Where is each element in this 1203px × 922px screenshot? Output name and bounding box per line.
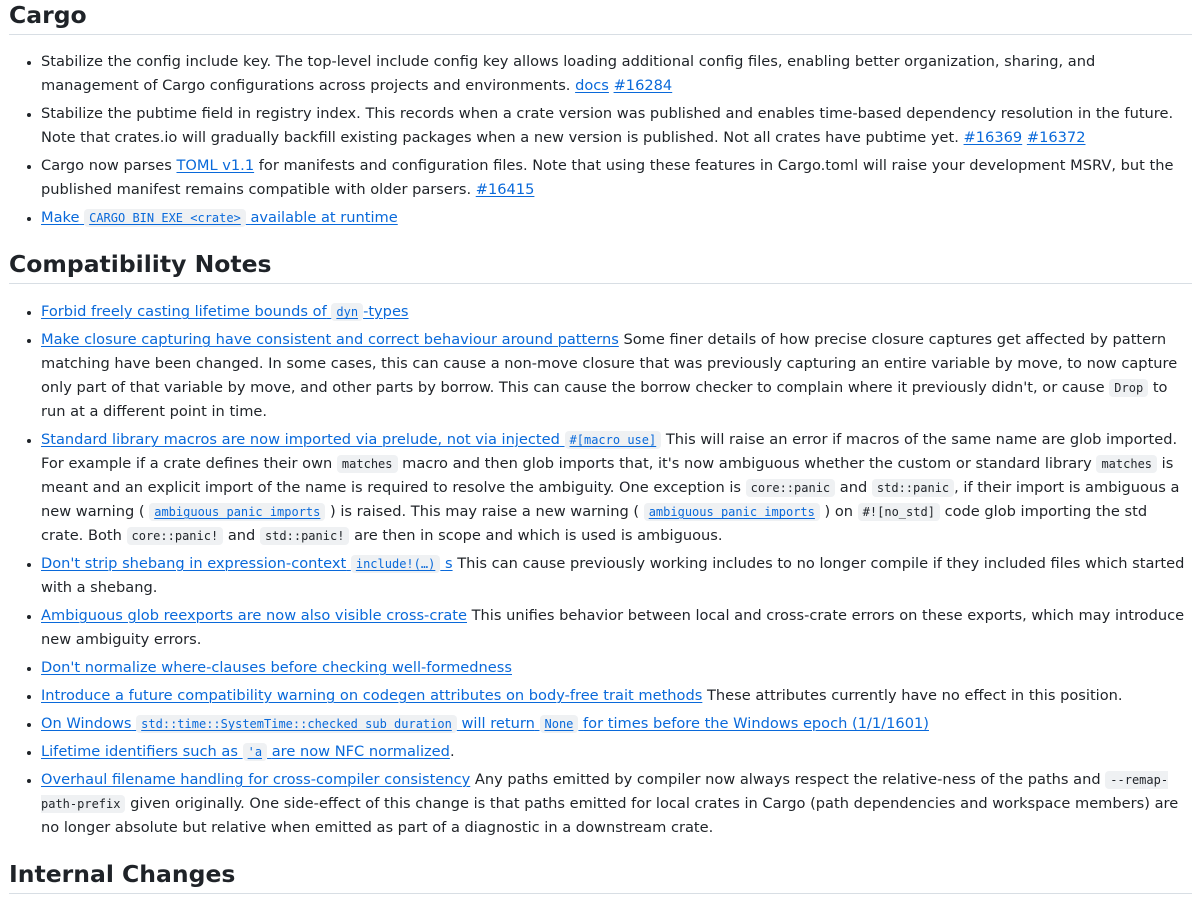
link-text: will return [461, 715, 535, 732]
item-text: and [227, 527, 256, 544]
ambiguous-panic-imports-link[interactable] [149, 503, 325, 520]
list-item [41, 300, 1192, 324]
link-text: are now NFC normalized [271, 743, 450, 760]
link-text: Make [41, 209, 80, 226]
inline-code: ambiguous_panic_imports [644, 503, 820, 521]
item-text: Any paths emitted by compiler now always respect the relative-ness of the paths and [474, 771, 1101, 788]
list-item [41, 154, 1192, 202]
release-notes [9, 0, 1192, 894]
pr-link[interactable]: #16415 [475, 181, 535, 198]
link-text: On Windows [41, 715, 132, 732]
item-text: ) on [824, 503, 854, 520]
item-text: macro and then glob imports that, it's now ambiguous whether the custom or standard library [402, 455, 1092, 472]
glob-reexports-link[interactable]: Ambiguous glob reexports are now also visible cross-crate [41, 607, 467, 624]
pr-link[interactable]: #16284 [613, 77, 673, 94]
item-text: are then in scope and which is used is ambiguous. [354, 527, 723, 544]
list-item [41, 740, 1192, 764]
inline-code: core::panic [746, 479, 835, 497]
inline-code: matches [337, 455, 398, 473]
closure-capturing-link[interactable]: Make closure capturing have consistent and correct behaviour around patterns [41, 331, 619, 348]
link-text: Lifetime identifiers such as [41, 743, 238, 760]
inline-code: core::panic! [127, 527, 224, 545]
inline-code: None [540, 715, 579, 733]
inline-code: ambiguous_panic_imports [149, 503, 325, 521]
inline-code: include!(…) [351, 555, 440, 573]
nfc-normalized-link[interactable] [41, 743, 450, 760]
cargo-list [9, 50, 1192, 230]
inline-code: #![no_std] [858, 503, 940, 521]
filename-handling-link[interactable]: Overhaul filename handling for cross-compiler consistency [41, 771, 471, 788]
link-text: available at runtime [250, 209, 398, 226]
list-item [41, 552, 1192, 600]
link-text: for times before the Windows epoch (1/1/1601) [583, 715, 929, 732]
inline-code: #[macro_use] [565, 431, 662, 449]
list-item [41, 712, 1192, 736]
link-text: Don't strip shebang in expression-context [41, 555, 347, 572]
list-item [41, 206, 1192, 230]
inline-code: --remap-path-prefix [41, 773, 1169, 811]
windows-systemtime-link[interactable] [41, 715, 929, 732]
prelude-macros-link[interactable] [41, 431, 661, 448]
where-clauses-link[interactable]: Don't normalize where-clauses before checking well-formedness [41, 659, 512, 676]
ambiguous-panic-imports-link[interactable] [644, 503, 820, 520]
section-heading-internal: Internal Changes [9, 859, 1192, 894]
list-item [41, 768, 1192, 840]
item-text: code glob importing the std crate. Both [41, 503, 1148, 544]
item-text: Some finer details of how precise closure captures get affected by pattern matching have been changed. In some cases, this can cause a non-move closure that was previously capturing an entire variable by move, to now capture only part of that variable by move, and other parts by borrow. This can cause the borrow checker to complain where it previously didn't, or cause [41, 331, 1178, 396]
list-item [41, 50, 1192, 98]
item-text: . [449, 743, 455, 760]
list-item [41, 604, 1192, 652]
item-text: for manifests and configuration files. Note that using these features in Cargo.toml will raise your development MSRV, but the published manifest remains compatible with older parsers. [41, 157, 1174, 198]
list-item [41, 684, 1192, 708]
inline-code: dyn [331, 303, 363, 321]
docs-link[interactable]: docs [575, 77, 609, 94]
link-text: s [444, 555, 453, 572]
link-text: -types [363, 303, 409, 320]
inline-code: std::panic! [260, 527, 349, 545]
item-text: Stabilize the config include key. The top-level include config key allows loading additional config files, enabling better organization, sharing, and management of Cargo configurations across projects and environments. [41, 53, 1096, 94]
inline-code: std::time::SystemTime::checked_sub_duration [136, 715, 457, 733]
pr-link[interactable]: #16369 [963, 129, 1023, 146]
link-text: Standard library macros are now imported via prelude, not via injected [41, 431, 560, 448]
item-text: , if their import is ambiguous a new warning ( [41, 479, 1180, 520]
link-text: Forbid freely casting lifetime bounds of [41, 303, 327, 320]
codegen-attributes-link[interactable]: Introduce a future compatibility warning on codegen attributes on body-free trait methods [41, 687, 703, 704]
item-text: and [839, 479, 868, 496]
shebang-link[interactable] [41, 555, 453, 572]
inline-code: matches [1096, 455, 1157, 473]
item-text: This can cause previously working includes to no longer compile if they included files which started with a shebang. [41, 555, 1185, 596]
list-item [41, 428, 1192, 548]
dyn-casting-link[interactable] [41, 303, 409, 320]
inline-code: CARGO_BIN_EXE_<crate> [84, 209, 246, 227]
section-heading-compatibility: Compatibility Notes [9, 249, 1192, 284]
inline-code: Drop [1109, 379, 1148, 397]
item-text: This will raise an error if macros of the same name are glob imported. For example if a crate defines their own [41, 431, 1178, 472]
pr-link[interactable]: #16372 [1026, 129, 1086, 146]
compat-list [9, 300, 1192, 840]
list-item [41, 656, 1192, 680]
item-text: Cargo now parses [41, 157, 172, 174]
item-text: given originally. One side-effect of this change is that paths emitted for local crates in Cargo (path dependencies and workspace members) are no longer absolute but relative when emitted as part of a diagnostic in a downstream crate. [41, 795, 1179, 836]
item-text: This unifies behavior between local and cross-crate errors on these exports, which may introduce new ambiguity errors. [41, 607, 1185, 648]
item-text: to run at a different point in time. [41, 379, 1168, 420]
item-text: Stabilize the pubtime field in registry index. This records when a crate version was published and enables time-based dependency resolution in the future. Note that crates.io will gradually backfill existing packages when a new version is published. Not all crates have pubtime yet. [41, 105, 1174, 146]
item-text: ) is raised. This may raise a new warning ( [330, 503, 640, 520]
item-text: is meant and an explicit import of the name is required to resolve the ambiguity. One exception is [41, 455, 1174, 496]
toml-link[interactable]: TOML v1.1 [176, 157, 255, 174]
inline-code: 'a [243, 743, 267, 761]
list-item [41, 328, 1192, 424]
cargo-bin-exe-link[interactable] [41, 209, 398, 226]
section-heading-cargo: Cargo [9, 0, 1192, 35]
list-item [41, 102, 1192, 150]
inline-code: std::panic [872, 479, 954, 497]
item-text: These attributes currently have no effect in this position. [706, 687, 1123, 704]
